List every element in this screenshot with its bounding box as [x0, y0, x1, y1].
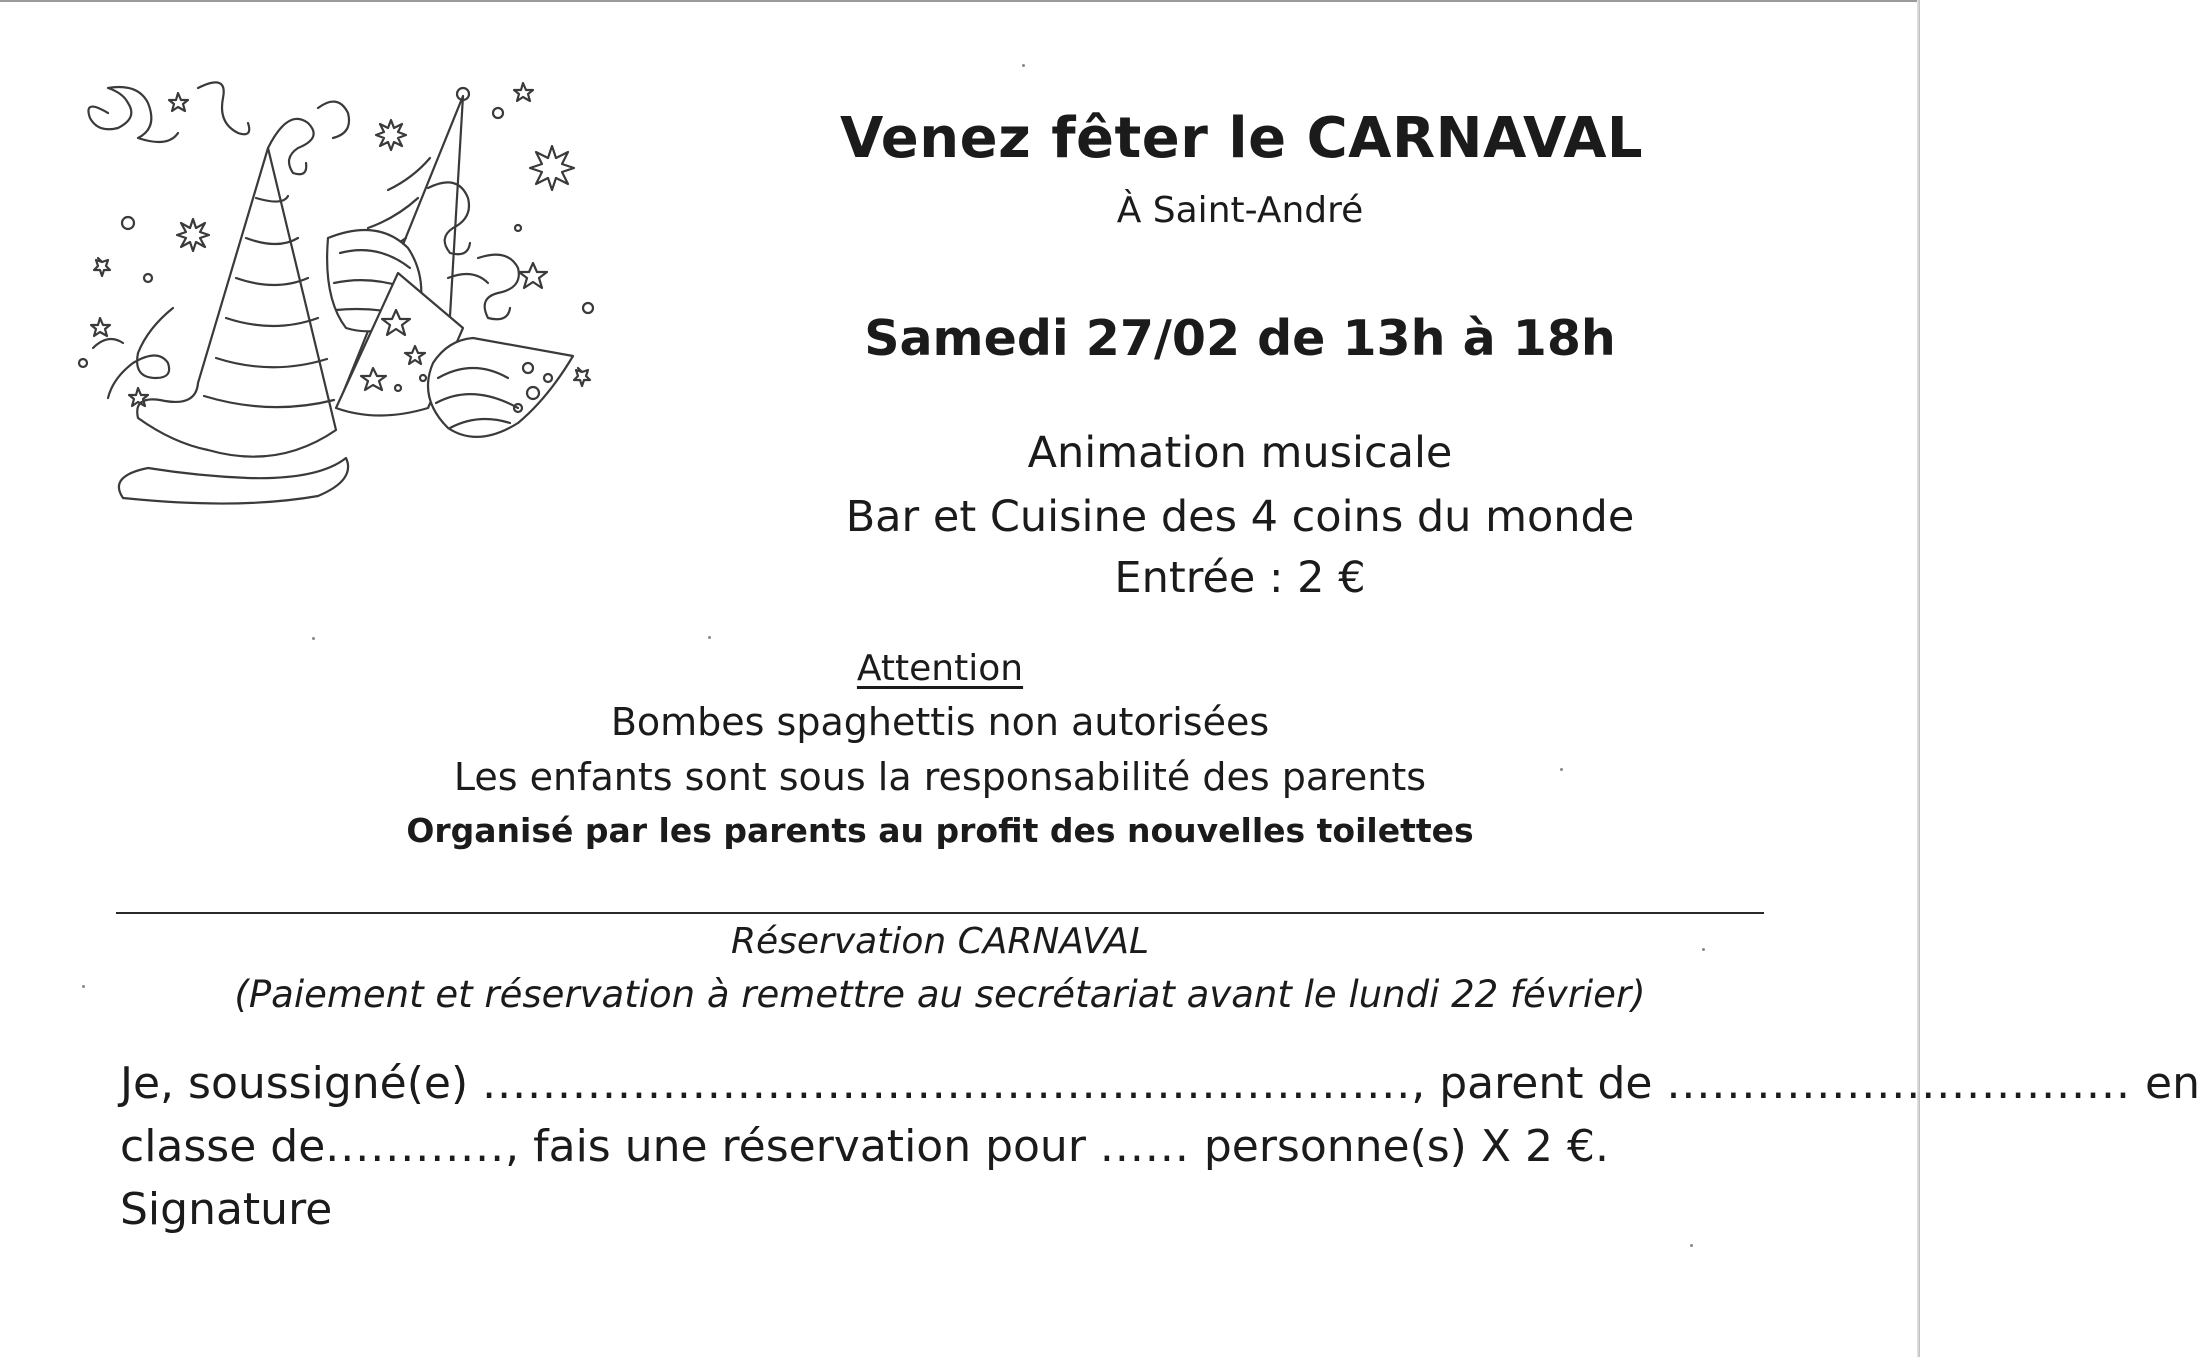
attention-heading: Attention — [856, 648, 1024, 689]
scan-speck — [1560, 768, 1563, 771]
scan-edge-right — [1917, 0, 1920, 1357]
name-blank-field[interactable]: .............................................................. — [482, 1058, 1412, 1109]
organiser-note: Organisé par les parents au profit des nouvelles toilettes — [406, 811, 1474, 850]
notice-no-spray: Bombes spaghettis non autorisées — [610, 700, 1270, 744]
detail-music: Animation musicale — [1027, 428, 1453, 478]
flyer-title: Venez fêter le CARNAVAL — [840, 106, 1644, 171]
notice-children: Les enfants sont sous la responsabilité des parents — [453, 755, 1427, 799]
line1-middle: , parent de — [1411, 1058, 1667, 1109]
party-hats-streamers-icon — [78, 78, 633, 508]
detail-food: Bar et Cuisine des 4 coins du monde — [845, 492, 1635, 542]
reservation-line-class — [120, 1121, 1609, 1172]
scan-speck — [312, 637, 315, 640]
class-blank-field[interactable]: ............ — [325, 1121, 506, 1172]
scan-edge-top — [0, 0, 1920, 2]
line2-prefix: classe de — [120, 1121, 326, 1172]
line1-prefix: Je, soussigné(e) — [120, 1058, 483, 1109]
scan-speck — [708, 636, 711, 639]
scan-speck — [1022, 64, 1025, 67]
flyer-location: À Saint-André — [1116, 190, 1364, 231]
line1-suffix: en — [2131, 1058, 2200, 1109]
reservation-instructions: (Paiement et réservation à remettre au secrétariat avant le lundi 22 février) — [234, 973, 1646, 1016]
scan-speck — [1702, 948, 1705, 951]
reservation-title: Réservation CARNAVAL — [730, 921, 1150, 962]
person-count-blank-field[interactable]: ...... — [1099, 1121, 1190, 1172]
child-name-blank-field[interactable]: ............................... — [1666, 1058, 2132, 1109]
reservation-line-name — [120, 1058, 2200, 1109]
event-date-time: Samedi 27/02 de 13h à 18h — [864, 310, 1616, 367]
detail-entry-price: Entrée : 2 € — [1114, 553, 1366, 603]
scan-speck — [1690, 1244, 1693, 1247]
cut-divider — [116, 912, 1764, 914]
line2-middle: , fais une réservation pour — [505, 1121, 1100, 1172]
signature-label: Signature — [120, 1184, 333, 1235]
line2-suffix: personne(s) X 2 €. — [1189, 1121, 1609, 1172]
scan-speck — [82, 985, 85, 988]
